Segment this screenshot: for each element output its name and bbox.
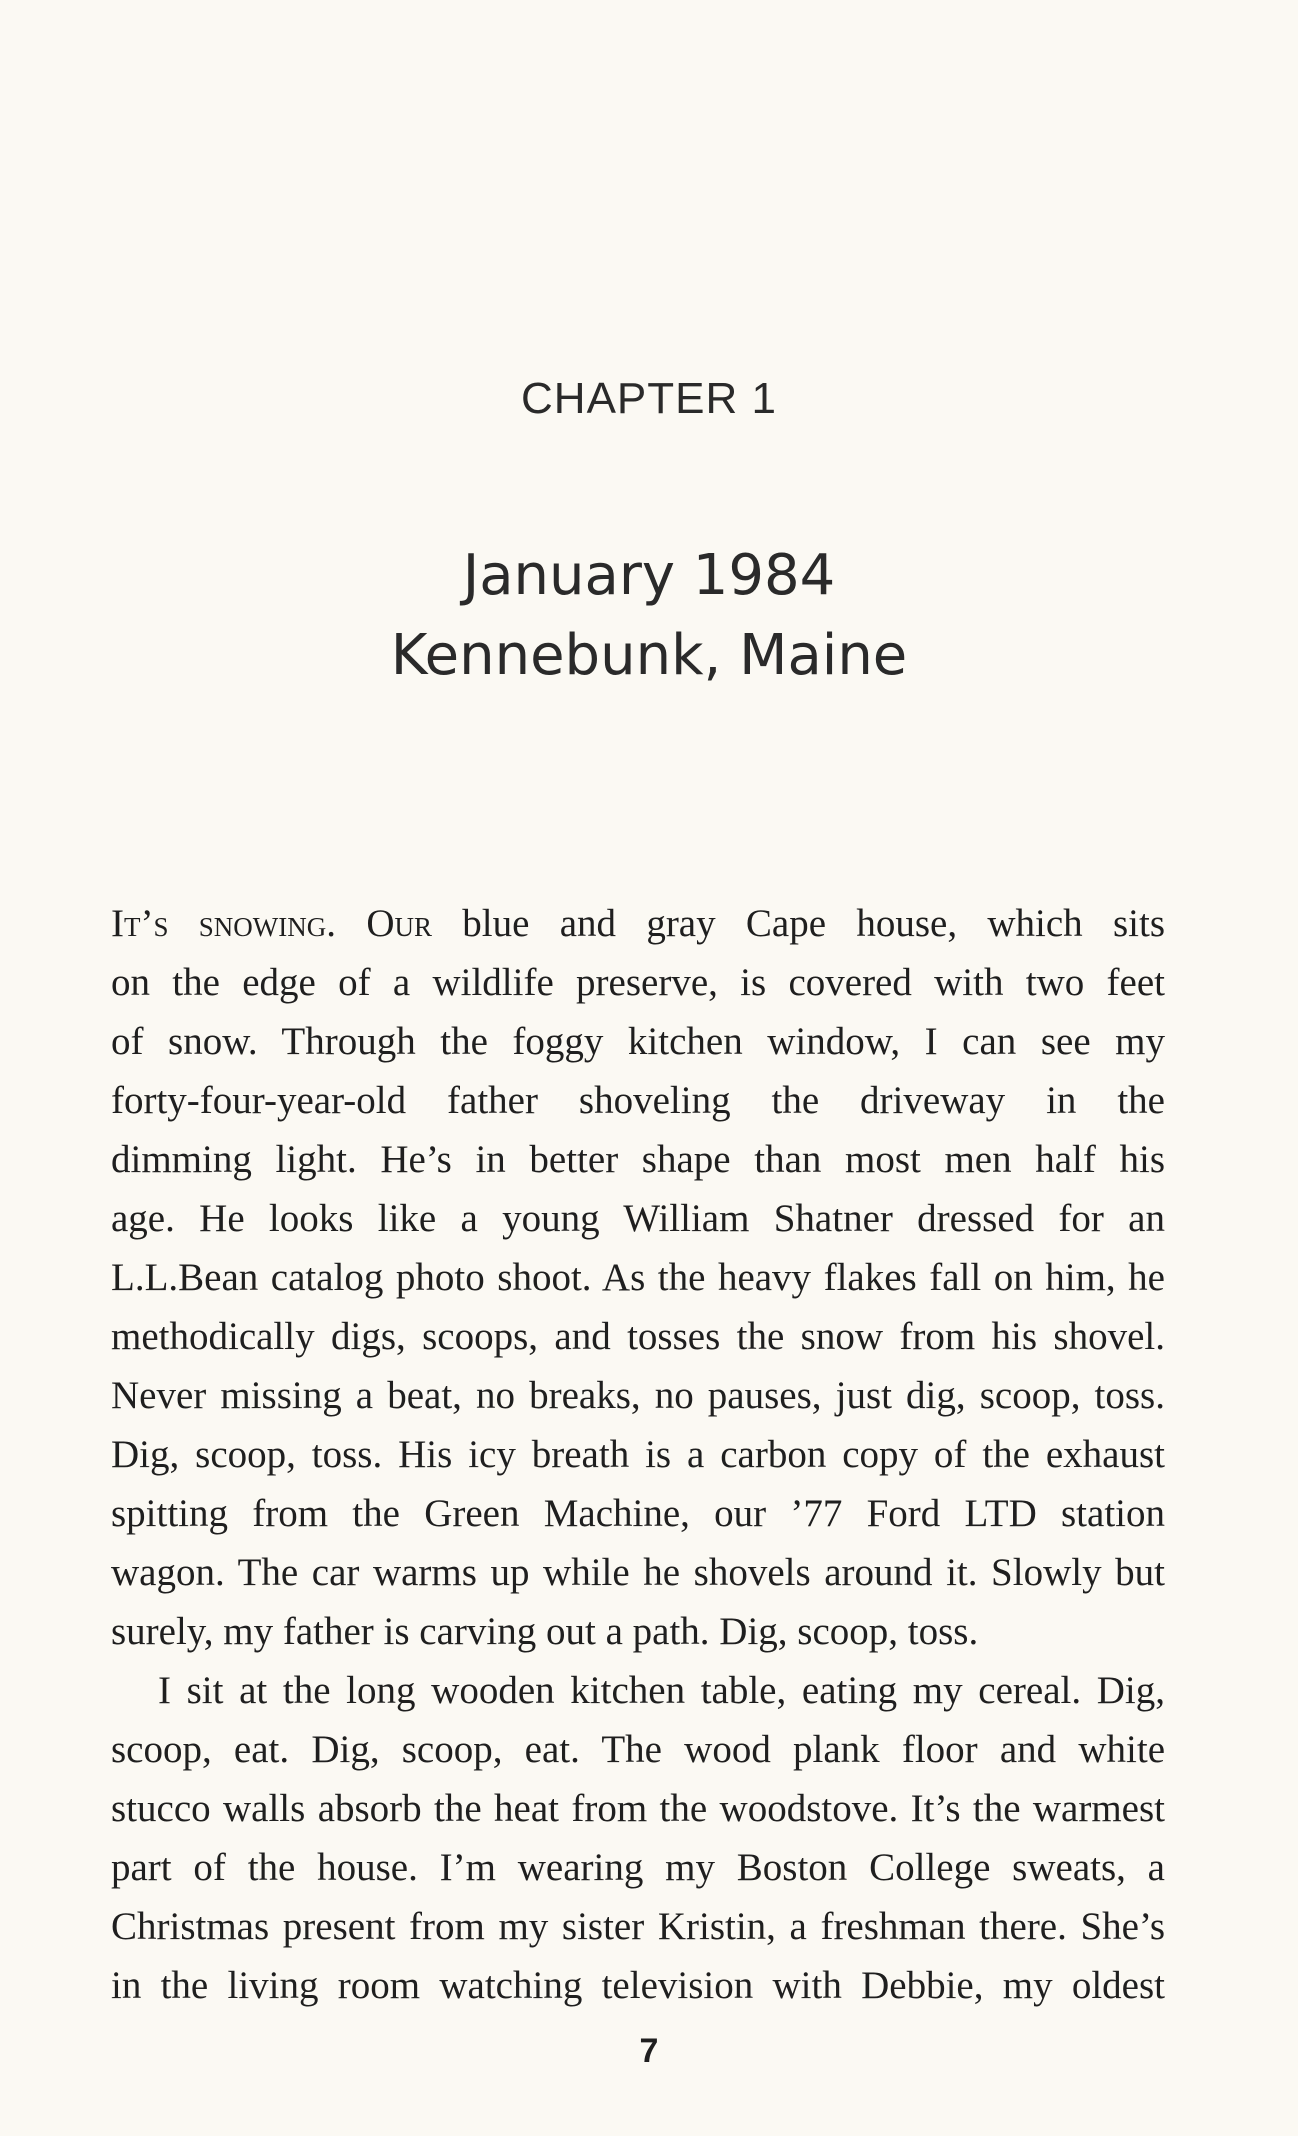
text-line: forty-four-year-old father shoveling the driveway in the xyxy=(111,1079,1165,1122)
text-line: dimming light. He’s in better shape than most men half his xyxy=(111,1138,1165,1181)
opening-smallcaps: It’s snowing. xyxy=(111,902,337,945)
text-line: spitting from the Green Machine, our ’77 Ford LTD station xyxy=(111,1492,1165,1535)
text-line: wagon. The car warms up while he shovels around it. Slowly but xyxy=(111,1551,1165,1594)
chapter-title-place: Kennebunk, Maine xyxy=(390,623,908,688)
text-line: It’s snowing. Our blue and gray Cape house, which sits xyxy=(111,902,1165,945)
opening-smallcaps: Our xyxy=(366,902,432,945)
chapter-title-date: January 1984 xyxy=(462,543,836,608)
text-line: of snow. Through the foggy kitchen window, I can see my xyxy=(111,1020,1165,1063)
text-line: in the living room watching television with Debbie, my oldest xyxy=(111,1964,1165,2007)
text-line: Dig, scoop, toss. His icy breath is a carbon copy of the exhaust xyxy=(111,1433,1165,1476)
text-line: part of the house. I’m wearing my Boston College sweats, a xyxy=(111,1846,1165,1889)
text-line: L.L.Bean catalog photo shoot. As the heavy flakes fall on him, he xyxy=(111,1256,1165,1299)
page-number: 7 xyxy=(639,2032,659,2070)
text-line: Never missing a beat, no breaks, no pauses, just dig, scoop, toss. xyxy=(111,1374,1165,1417)
text-line: scoop, eat. Dig, scoop, eat. The wood plank floor and white xyxy=(111,1728,1165,1771)
body-text xyxy=(111,894,1165,2015)
text-line: stucco walls absorb the heat from the woodstove. It’s the warmest xyxy=(111,1787,1165,1830)
text-line: I sit at the long wooden kitchen table, eating my cereal. Dig, xyxy=(158,1669,1165,1712)
chapter-title xyxy=(0,536,1298,696)
chapter-label: CHAPTER 1 xyxy=(521,374,777,423)
text-line: on the edge of a wildlife preserve, is covered with two feet xyxy=(111,961,1165,1004)
text-line: age. He looks like a young William Shatner dressed for an xyxy=(111,1197,1165,1240)
text-line: Christmas present from my sister Kristin, a freshman there. She’s xyxy=(111,1905,1165,1948)
text-line: methodically digs, scoops, and tosses the snow from his shovel. xyxy=(111,1315,1165,1358)
text-line: surely, my father is carving out a path. Dig, scoop, toss. xyxy=(111,1610,979,1653)
